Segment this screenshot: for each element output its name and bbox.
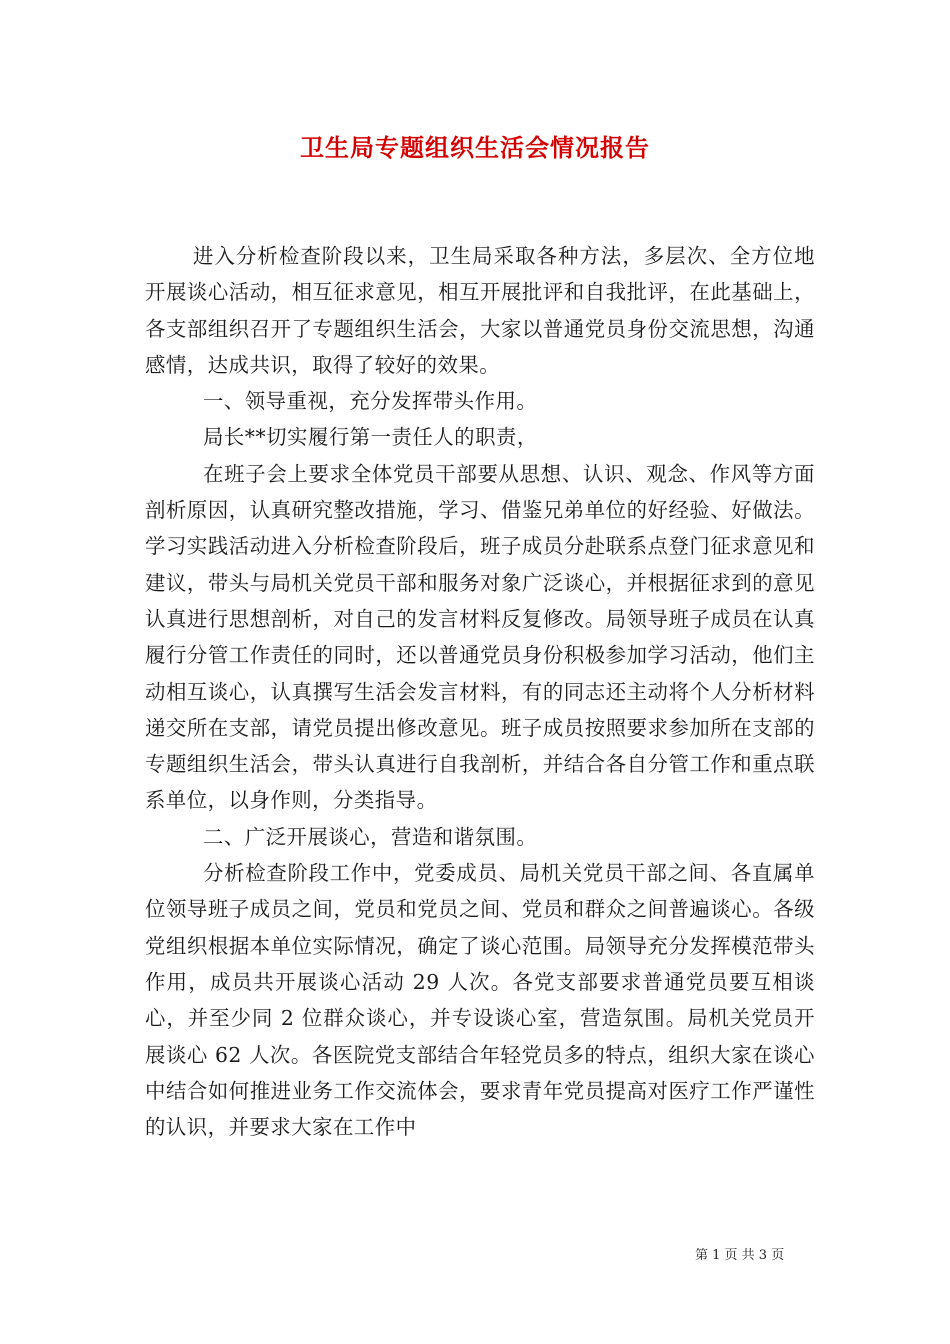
paragraph-section-2-body: 分析检查阶段工作中，党委成员、局机关党员干部之间、各直属单位领导班子成员之间，党员和党员之间、党员和群众之间普遍谈心。各级党组织根据本单位实际情况，确定了谈心范围。局领导充分发挥模范带头作用，成员共开展谈心活动 29 人次。各党支部要求普通党员要互相谈心，并至少同 2 位群众谈心，并专设谈心室，营造氛围。局机关党员开展谈心 62 人次。各医院党支部结合年轻党员多的特点，组织大家在谈心中结合如何推进业务工作交流体会，要求青年党员提高对医疗工作严谨性的认识，并要求大家在工作中 xyxy=(145,861,815,1140)
document-body xyxy=(145,238,815,1145)
paragraph-section-1-body: 在班子会上要求全体党员干部要从思想、认识、观念、作风等方面剖析原因，认真研究整改措施，学习、借鉴兄弟单位的好经验、好做法。学习实践活动进入分析检查阶段后，班子成员分赴联系点登门征求意见和建议，带头与局机关党员干部和服务对象广泛谈心，并根据征求到的意见认真进行思想剖析，对自己的发言材料反复修改。局领导班子成员在认真履行分管工作责任的同时，还以普通党员身份积极参加学习活动，他们主动相互谈心，认真撰写生活会发言材料，有的同志还主动将个人分析材料递交所在支部，请党员提出修改意见。班子成员按照要求参加所在支部的专题组织生活会，带头认真进行自我剖析，并结合各自分管工作和重点联系单位，以身作则，分类指导。 xyxy=(145,461,815,813)
page-number: 第 1 页 共 3 页 xyxy=(695,1248,785,1263)
paragraph-director: 局长**切实履行第一责任人的职责， xyxy=(203,425,538,450)
paragraph-intro: 进入分析检查阶段以来，卫生局采取各种方法，多层次、全方位地开展谈心活动，相互征求意见，相互开展批评和自我批评，在此基础上，各支部组织召开了专题组织生活会，大家以普通党员身份交流思想，沟通感情，达成共识，取得了较好的效果。 xyxy=(145,244,815,377)
section-heading-1: 一、领导重视，充分发挥带头作用。 xyxy=(203,389,538,414)
document-title: 卫生局专题组织生活会情况报告 xyxy=(300,133,650,162)
section-heading-2: 二、广泛开展谈心，营造和谐氛围。 xyxy=(203,824,538,849)
